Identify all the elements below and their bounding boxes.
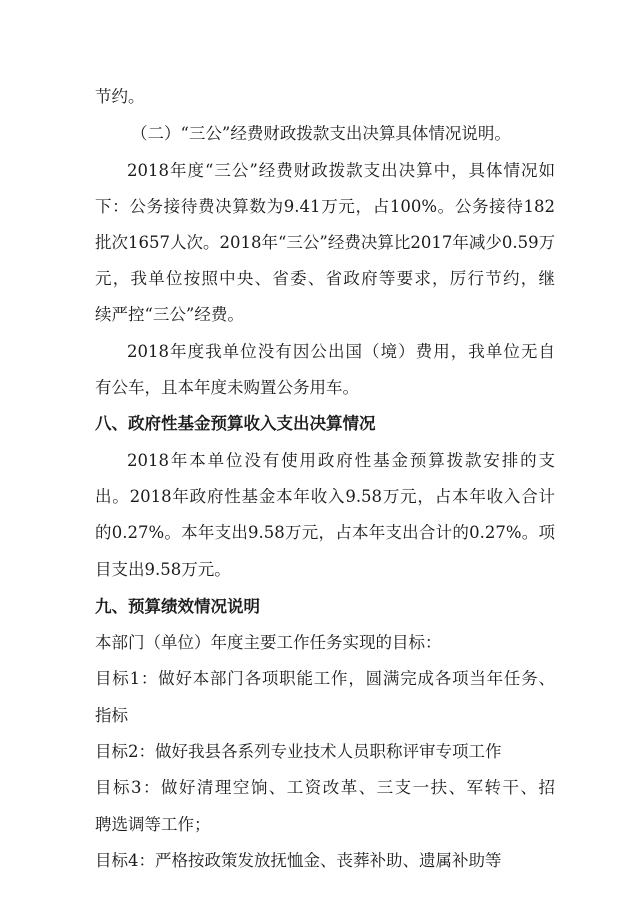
text-line: 2018年度“三公”经费财政拨款支出决算中，具体情况如 [127, 161, 555, 180]
text-line: 目支出9.58万元。 [95, 560, 231, 579]
text-line: 出。2018年政府性基金本年收入9.58万元，占本年收入合计 [95, 487, 555, 506]
section-heading-8: 八、政府性基金预算收入支出决算情况 [95, 414, 376, 433]
section-heading-9: 九、预算绩效情况说明 [95, 597, 260, 616]
goal-2-line: 目标2：做好我县各系列专业技术人员职称评审专项工作 [95, 742, 502, 761]
text-line: 有公车，且本年度未购置公务用车。 [95, 378, 359, 397]
subsection-heading: （二）“三公”经费财政拨款支出决算具体情况说明。 [131, 124, 511, 143]
goal-3-line: 目标3：做好清理空饷、工资改革、三支一扶、军转干、招 [95, 778, 555, 797]
text-line: 的0.27%。本年支出9.58万元，占本年支出合计的0.27%。项 [95, 523, 555, 542]
goal-1-line: 目标1：做好本部门各项职能工作，圆满完成各项当年任务、 [95, 669, 555, 688]
text-line: 本部门（单位）年度主要工作任务实现的目标： [95, 633, 442, 652]
text-line: 节约。 [95, 87, 145, 106]
text-line: 下：公务接待费决算数为9.41万元，占100%。公务接待182 [95, 197, 555, 216]
text-line: 聘选调等工作； [95, 815, 211, 834]
text-line: 指标 [95, 706, 128, 725]
text-line: 批次1657人次。2018年“三公”经费决算比2017年减少0.59万 [95, 233, 556, 252]
text-line: 2018年度我单位没有因公出国（境）费用，我单位无自 [127, 342, 555, 361]
text-line: 2018年本单位没有使用政府性基金预算拨款安排的支 [127, 451, 555, 470]
text-line: 续严控“三公”经费。 [95, 305, 244, 324]
text-line: 元，我单位按照中央、省委、省政府等要求，厉行节约，继 [95, 269, 555, 288]
goal-4-line: 目标4：严格按政策发放抚恤金、丧葬补助、遗属补助等 [95, 851, 502, 870]
